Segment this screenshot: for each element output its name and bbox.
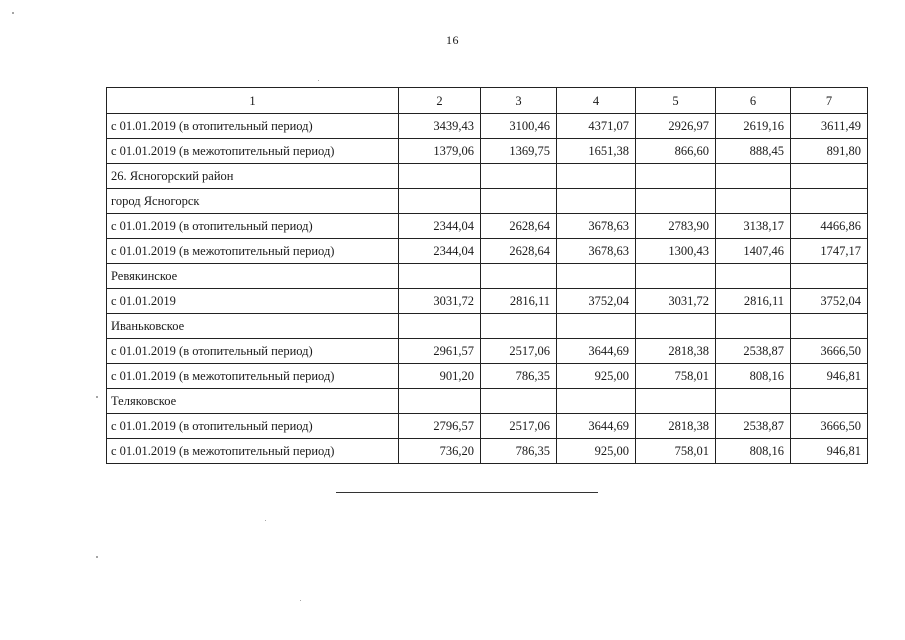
table-cell: 925,00	[557, 439, 636, 464]
row-label: с 01.01.2019 (в отопительный период)	[107, 414, 399, 439]
table-cell	[791, 264, 868, 289]
table-cell	[791, 389, 868, 414]
table-cell: 758,01	[636, 439, 716, 464]
table-cell: 3644,69	[557, 339, 636, 364]
table-cell: 3666,50	[791, 339, 868, 364]
scan-speck	[265, 520, 266, 521]
row-label: с 01.01.2019 (в отопительный период)	[107, 339, 399, 364]
table-cell: 3666,50	[791, 414, 868, 439]
table-cell: 808,16	[716, 439, 791, 464]
table-cell: 888,45	[716, 139, 791, 164]
table-cell: 2517,06	[481, 339, 557, 364]
table-cell: 946,81	[791, 364, 868, 389]
table-cell	[481, 314, 557, 339]
table-cell	[716, 264, 791, 289]
table-cell: 3138,17	[716, 214, 791, 239]
scan-speck	[96, 556, 98, 558]
table-cell	[716, 314, 791, 339]
table-row	[107, 264, 868, 289]
table-cell	[636, 314, 716, 339]
table-row	[107, 364, 868, 389]
table-cell: 901,20	[399, 364, 481, 389]
table-cell: 2538,87	[716, 339, 791, 364]
row-label: с 01.01.2019 (в отопительный период)	[107, 214, 399, 239]
row-label: Иваньковское	[107, 314, 399, 339]
table-cell	[791, 189, 868, 214]
table-cell	[716, 389, 791, 414]
table-cell	[791, 164, 868, 189]
row-label: с 01.01.2019	[107, 289, 399, 314]
table-cell: 1379,06	[399, 139, 481, 164]
table-cell: 2818,38	[636, 414, 716, 439]
scan-speck	[12, 12, 14, 14]
scan-speck	[318, 80, 319, 81]
table-cell: 2961,57	[399, 339, 481, 364]
row-label: с 01.01.2019 (в межотопительный период)	[107, 364, 399, 389]
table-cell	[557, 314, 636, 339]
table-body	[107, 114, 868, 464]
table-cell	[636, 164, 716, 189]
page-number: 16	[446, 33, 459, 47]
table-cell: 2344,04	[399, 239, 481, 264]
table-row	[107, 289, 868, 314]
table-cell	[716, 164, 791, 189]
table-cell: 3752,04	[557, 289, 636, 314]
table-cell	[636, 189, 716, 214]
table-cell: 2619,16	[716, 114, 791, 139]
table-cell	[481, 164, 557, 189]
table-row	[107, 439, 868, 464]
row-label: с 01.01.2019 (в межотопительный период)	[107, 139, 399, 164]
table-cell: 3678,63	[557, 239, 636, 264]
table-row	[107, 414, 868, 439]
table-cell: 2628,64	[481, 214, 557, 239]
table-cell: 1651,38	[557, 139, 636, 164]
column-header-1: 1	[107, 88, 399, 114]
tariff-table	[106, 87, 868, 464]
table-cell: 3752,04	[791, 289, 868, 314]
table-cell: 3031,72	[399, 289, 481, 314]
table-cell: 2816,11	[481, 289, 557, 314]
table-cell: 2816,11	[716, 289, 791, 314]
table-cell: 786,35	[481, 364, 557, 389]
table-cell: 758,01	[636, 364, 716, 389]
table-cell	[481, 389, 557, 414]
table-row	[107, 214, 868, 239]
table-cell: 3611,49	[791, 114, 868, 139]
table-cell	[636, 389, 716, 414]
table-cell: 2926,97	[636, 114, 716, 139]
table-cell	[481, 264, 557, 289]
column-header-2: 2	[399, 88, 481, 114]
row-label: с 01.01.2019 (в межотопительный период)	[107, 239, 399, 264]
table-cell: 1407,46	[716, 239, 791, 264]
table-cell: 3100,46	[481, 114, 557, 139]
table-cell	[399, 264, 481, 289]
scan-speck	[96, 396, 98, 398]
table-cell	[399, 189, 481, 214]
row-label: с 01.01.2019 (в отопительный период)	[107, 114, 399, 139]
column-header-6: 6	[716, 88, 791, 114]
table-cell	[481, 189, 557, 214]
table-cell: 946,81	[791, 439, 868, 464]
table-cell: 2628,64	[481, 239, 557, 264]
table-cell: 1369,75	[481, 139, 557, 164]
table-row	[107, 139, 868, 164]
table-cell: 736,20	[399, 439, 481, 464]
table-cell: 2538,87	[716, 414, 791, 439]
table-cell: 3031,72	[636, 289, 716, 314]
table-cell	[399, 164, 481, 189]
table-cell: 3439,43	[399, 114, 481, 139]
table-row	[107, 114, 868, 139]
row-label: с 01.01.2019 (в межотопительный период)	[107, 439, 399, 464]
table-cell: 786,35	[481, 439, 557, 464]
table-cell: 3678,63	[557, 214, 636, 239]
table-cell: 891,80	[791, 139, 868, 164]
table-cell	[791, 314, 868, 339]
table-cell: 2517,06	[481, 414, 557, 439]
table-cell: 4371,07	[557, 114, 636, 139]
end-of-table-rule	[336, 492, 598, 493]
table-row	[107, 314, 868, 339]
table-cell: 4466,86	[791, 214, 868, 239]
table-cell	[557, 389, 636, 414]
table-cell: 1300,43	[636, 239, 716, 264]
table-cell	[399, 389, 481, 414]
table-row	[107, 239, 868, 264]
table-cell: 866,60	[636, 139, 716, 164]
row-label: Ревякинское	[107, 264, 399, 289]
column-header-5: 5	[636, 88, 716, 114]
table-row	[107, 339, 868, 364]
table-cell	[716, 189, 791, 214]
scan-speck	[300, 600, 301, 601]
table-cell	[399, 314, 481, 339]
table-cell: 925,00	[557, 364, 636, 389]
table-cell: 1747,17	[791, 239, 868, 264]
row-label: 26. Ясногорский район	[107, 164, 399, 189]
column-header-4: 4	[557, 88, 636, 114]
table-cell: 2818,38	[636, 339, 716, 364]
table-row	[107, 189, 868, 214]
column-header-3: 3	[481, 88, 557, 114]
row-label: город Ясногорск	[107, 189, 399, 214]
column-header-7: 7	[791, 88, 868, 114]
table-cell	[557, 164, 636, 189]
table-cell: 3644,69	[557, 414, 636, 439]
row-label: Теляковское	[107, 389, 399, 414]
table-header-row	[107, 88, 868, 114]
table-cell: 2796,57	[399, 414, 481, 439]
table-row	[107, 389, 868, 414]
table-cell: 2344,04	[399, 214, 481, 239]
table-cell	[557, 189, 636, 214]
table-cell	[636, 264, 716, 289]
table-cell: 808,16	[716, 364, 791, 389]
table-cell: 2783,90	[636, 214, 716, 239]
table-row	[107, 164, 868, 189]
table-cell	[557, 264, 636, 289]
